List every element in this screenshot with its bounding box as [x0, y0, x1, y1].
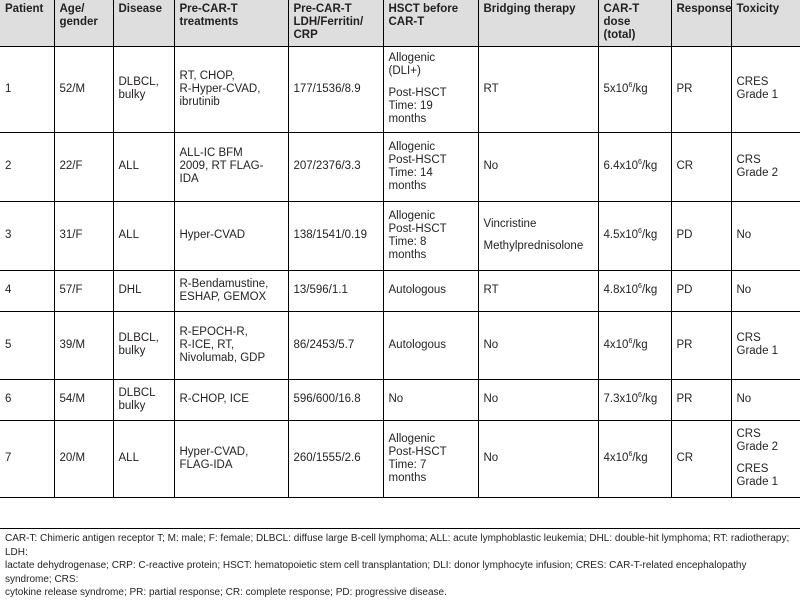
hsct-cell [383, 270, 478, 311]
age-text: 31/F [59, 229, 83, 241]
hsct-cell [383, 379, 478, 420]
treatments-text: Nivolumab, GDP [179, 351, 266, 364]
patient-text: 4 [5, 284, 12, 296]
treatments-cell [174, 311, 288, 379]
footnote-line: CAR-T: Chimeric antigen receptor T; M: male; F: female; DLBCL: diffuse large B-cell lymphoma; ALL: acute lymphoblastic leukemia; DHL: double-hit lymphoma; RT: radiotherapy; LDH: [5, 533, 790, 558]
disease-cell [113, 201, 174, 270]
age-text: 54/M [59, 393, 86, 405]
hsct-group [389, 393, 473, 406]
hsct-text: Post-HSCT [388, 153, 447, 166]
toxicity-group [737, 154, 796, 180]
response-text: CR [676, 160, 694, 172]
header-bridging [478, 0, 598, 46]
toxicity-group [737, 284, 796, 297]
lab-cell [288, 46, 383, 132]
toxicity-cell [731, 270, 800, 311]
patient-cell [0, 379, 54, 420]
bridging-cell [478, 201, 598, 270]
treatments-text: RT, CHOP, [179, 69, 235, 82]
dose-base: 7.3x10 [603, 393, 639, 405]
dose-unit: /kg [641, 160, 658, 172]
response-cell [671, 46, 731, 132]
hsct-text: months [388, 248, 427, 261]
toxicity-text: No [736, 284, 752, 296]
treatments-cell [174, 132, 288, 201]
header-text: gender [59, 16, 98, 28]
dose-base: 4x10 [603, 452, 629, 464]
disease-text: DHL [118, 284, 142, 296]
bridging-text: No [483, 160, 499, 172]
hsct-text: Allogenic [388, 140, 436, 153]
age-cell [54, 201, 113, 270]
patient-text: 1 [5, 82, 12, 95]
toxicity-text: Grade 1 [736, 89, 779, 101]
toxicity-cell [731, 201, 800, 270]
header-response [671, 0, 731, 46]
dose-unit: /kg [632, 452, 648, 464]
header-text: (total) [603, 29, 636, 41]
bridging-text: No [483, 338, 499, 351]
treatments-text: R-CHOP, ICE [179, 393, 249, 405]
response-cell [671, 201, 731, 270]
header-text: dose [603, 16, 631, 28]
toxicity-text: CRES [736, 76, 769, 88]
lab-cell [288, 132, 383, 201]
response-text: PR [676, 82, 693, 95]
header-text: Response [676, 3, 732, 15]
dose-base: 5x10 [603, 82, 629, 95]
toxicity-group [737, 332, 796, 358]
header-text: Pre-CAR-T [179, 3, 238, 15]
lab-text: 260/1555/2.6 [293, 452, 361, 464]
header-text: treatments [179, 16, 239, 28]
header-text: Bridging therapy [483, 3, 576, 15]
toxicity-cell [731, 46, 800, 132]
age-cell [54, 132, 113, 201]
dose-unit: /kg [641, 284, 658, 296]
toxicity-group [737, 76, 796, 102]
treatments-text: Hyper-CVAD, [179, 445, 249, 458]
bridging-text: RT [483, 284, 499, 296]
header-text: CRP [293, 29, 318, 41]
bridging-text: Vincristine [483, 218, 537, 230]
dose-cell [598, 311, 671, 379]
patient-text: 7 [5, 452, 12, 464]
lab-text: 138/1541/0.19 [293, 229, 368, 241]
header-text: Toxicity [736, 3, 780, 15]
toxicity-text: No [736, 393, 752, 405]
hsct-text: Time: 8 [388, 235, 427, 248]
disease-text: DLBCL, [118, 332, 159, 344]
dose-base: 6.4x10 [603, 160, 639, 172]
lab-text: 596/600/16.8 [293, 393, 361, 405]
lab-cell [288, 311, 383, 379]
lab-cell [288, 201, 383, 270]
age-cell [54, 46, 113, 132]
bridging-text: No [483, 452, 499, 464]
dose-unit: /kg [641, 393, 658, 405]
treatments-cell [174, 46, 288, 132]
response-cell [671, 132, 731, 201]
toxicity-cell [731, 132, 800, 201]
hsct-text: Autologous [388, 338, 447, 351]
hsct-cell [383, 311, 478, 379]
hsct-text: Time: 7 [388, 458, 427, 471]
dose-value [604, 339, 648, 351]
header-age [54, 0, 113, 46]
dose-cell [598, 132, 671, 201]
disease-text: bulky [118, 89, 146, 101]
dose-cell [598, 46, 671, 132]
bridging-cell [478, 270, 598, 311]
treatments-text: ALL-IC BFM [179, 147, 243, 159]
response-cell [671, 420, 731, 497]
bridging-text: RT [483, 82, 499, 95]
response-text: PD [676, 229, 693, 241]
treatments-text: R-EPOCH-R, [179, 325, 248, 338]
bridging-cell [478, 132, 598, 201]
bridging-text: No [483, 393, 499, 405]
hsct-text: No [388, 393, 404, 405]
table-row [0, 379, 800, 420]
age-text: 57/F [59, 284, 83, 296]
hsct-text: Allogenic [388, 432, 436, 445]
bridging-cell [478, 420, 598, 497]
header-text: Patient [5, 3, 44, 15]
hsct-cell [383, 201, 478, 270]
treatments-text: ibrutinib [179, 95, 220, 108]
patient-cell [0, 132, 54, 201]
age-cell [54, 270, 113, 311]
disease-text: ALL [118, 160, 139, 172]
disease-cell [113, 420, 174, 497]
header-toxicity [731, 0, 800, 46]
dose-cell [598, 379, 671, 420]
toxicity-text: Grade 1 [736, 476, 779, 488]
disease-text: DLBCL [118, 386, 156, 399]
dose-cell [598, 201, 671, 270]
patient-text: 5 [5, 338, 12, 351]
disease-text: bulky [118, 399, 146, 412]
header-disease [113, 0, 174, 46]
toxicity-text: CRS [736, 428, 761, 440]
dose-value [604, 160, 658, 172]
dose-unit: /kg [632, 338, 648, 351]
treatments-text: 2009, RT FLAG- [179, 160, 264, 172]
disease-cell [113, 311, 174, 379]
response-text: PR [676, 393, 693, 405]
age-cell [54, 379, 113, 420]
treatments-text: FLAG-IDA [179, 458, 233, 471]
hsct-cell [383, 46, 478, 132]
header-text: Disease [118, 3, 162, 15]
dose-exponent: 6 [638, 228, 642, 236]
hsct-text: months [388, 179, 427, 192]
hsct-group [389, 433, 473, 485]
toxicity-group [737, 463, 796, 489]
treatments-text: R-Bendamustine, [179, 277, 269, 290]
hsct-group [389, 284, 473, 297]
bridging-cell [478, 379, 598, 420]
dose-value [604, 393, 658, 405]
toxicity-group [737, 428, 796, 454]
dose-exponent: 6 [638, 159, 642, 167]
patient-cell [0, 270, 54, 311]
table-body [0, 46, 800, 497]
hsct-group [389, 87, 473, 126]
dose-cell [598, 420, 671, 497]
disease-cell [113, 270, 174, 311]
header-patient [0, 0, 54, 46]
toxicity-text: CRS [736, 153, 761, 166]
dose-exponent: 6 [628, 81, 633, 89]
disease-cell [113, 379, 174, 420]
hsct-text: months [388, 471, 427, 484]
patient-cell [0, 46, 54, 132]
disease-text: bulky [118, 345, 146, 357]
treatments-text: Hyper-CVAD [179, 229, 246, 241]
hsct-cell [383, 420, 478, 497]
header-text: CAR-T [603, 3, 640, 15]
hsct-text: Autologous [388, 284, 447, 296]
patient-text: 2 [5, 160, 12, 172]
lab-text: 86/2453/5.7 [293, 338, 355, 351]
lab-text: 177/1536/8.9 [293, 82, 361, 95]
footnote-line: cytokine release syndrome; PR: partial response; CR: complete response; PD: progressive disease. [5, 587, 447, 598]
treatments-text: R-Hyper-CVAD, [179, 82, 261, 95]
hsct-text: Post-HSCT [388, 222, 447, 235]
table-row [0, 270, 800, 311]
dose-unit: /kg [641, 229, 658, 241]
dose-value [604, 284, 658, 296]
response-cell [671, 270, 731, 311]
footnote-line: lactate dehydrogenase; CRP: C-reactive protein; HSCT: hematopoietic stem cell transplantation; DLI: donor lymphocyte infusion; CRES: CAR-T-related encephalopathy syndrome; CRS: [5, 560, 747, 585]
hsct-text: Post-HSCT [388, 445, 447, 458]
hsct-text: months [388, 113, 427, 125]
bridging-text: Methylprednisolone [483, 240, 584, 252]
disease-text: ALL [118, 229, 139, 241]
header-text: HSCT before [388, 3, 459, 15]
dose-value [604, 452, 648, 464]
patient-text: 6 [5, 393, 12, 405]
dose-base: 4x10 [603, 338, 629, 351]
dose-unit: /kg [632, 82, 648, 95]
treatments-cell [174, 270, 288, 311]
header-text: Pre-CAR-T [293, 3, 352, 15]
treatments-cell [174, 379, 288, 420]
table-row [0, 420, 800, 497]
table-row [0, 46, 800, 132]
header-hsct [383, 0, 478, 46]
dose-cell [598, 270, 671, 311]
header-text: LDH/Ferritin/ [293, 16, 364, 28]
toxicity-cell [731, 311, 800, 379]
hsct-text: Allogenic [388, 52, 436, 64]
hsct-group [389, 52, 473, 78]
response-cell [671, 379, 731, 420]
hsct-group [389, 339, 473, 352]
age-text: 22/F [59, 160, 83, 172]
bridging-cell [478, 46, 598, 132]
treatments-text: IDA [179, 173, 199, 185]
dose-value [604, 229, 658, 241]
dose-base: 4.5x10 [603, 229, 639, 241]
age-cell [54, 420, 113, 497]
hsct-text: Post-HSCT [388, 87, 447, 99]
response-text: PR [676, 338, 693, 351]
age-text: 20/M [59, 452, 86, 464]
header-lab [288, 0, 383, 46]
table-row [0, 311, 800, 379]
hsct-cell [383, 132, 478, 201]
disease-cell [113, 132, 174, 201]
hsct-text: Allogenic [388, 209, 436, 222]
treatments-text: R-ICE, RT, [179, 338, 235, 351]
dose-exponent: 6 [628, 337, 633, 345]
age-text: 52/M [59, 82, 86, 95]
lab-cell [288, 420, 383, 497]
toxicity-text: Grade 2 [736, 441, 779, 453]
toxicity-group [737, 393, 796, 406]
table-row [0, 132, 800, 201]
lab-cell [288, 379, 383, 420]
disease-cell [113, 46, 174, 132]
toxicity-cell [731, 420, 800, 497]
age-text: 39/M [59, 338, 86, 351]
age-cell [54, 311, 113, 379]
lab-text: 207/2376/3.3 [293, 160, 361, 172]
hsct-group [389, 210, 473, 262]
toxicity-text: Grade 1 [736, 345, 779, 357]
toxicity-text: CRES [736, 463, 769, 475]
toxicity-text: Grade 2 [736, 166, 779, 179]
toxicity-text: No [736, 229, 752, 241]
treatments-text: ESHAP, GEMOX [179, 290, 267, 303]
header-treatments [174, 0, 288, 46]
toxicity-group [737, 229, 796, 242]
response-text: PD [676, 284, 693, 296]
response-cell [671, 311, 731, 379]
dose-exponent: 6 [638, 283, 642, 291]
header-row [0, 0, 800, 46]
hsct-text: Time: 19 [388, 100, 433, 112]
toxicity-text: CRS [736, 332, 761, 344]
response-text: CR [676, 452, 694, 464]
disease-text: ALL [118, 452, 139, 464]
dose-base: 4.8x10 [603, 284, 639, 296]
disease-text: DLBCL, [118, 76, 159, 88]
hsct-group [389, 141, 473, 193]
patient-text: 3 [5, 229, 12, 241]
hsct-text: Time: 14 [388, 166, 433, 179]
table-footnote [0, 528, 800, 598]
header-text: Age/ [59, 3, 85, 15]
bridging-cell [478, 311, 598, 379]
dose-value [604, 83, 648, 95]
treatments-cell [174, 201, 288, 270]
hsct-text: (DLI+) [388, 65, 421, 77]
patient-cell [0, 420, 54, 497]
dose-exponent: 6 [628, 451, 633, 459]
toxicity-cell [731, 379, 800, 420]
treatments-cell [174, 420, 288, 497]
lab-cell [288, 270, 383, 311]
header-text: CAR-T [388, 16, 425, 28]
header-dose [598, 0, 671, 46]
patient-cell [0, 201, 54, 270]
patient-cell [0, 311, 54, 379]
lab-text: 13/596/1.1 [293, 284, 348, 296]
dose-exponent: 6 [638, 392, 642, 400]
table-row [0, 201, 800, 270]
